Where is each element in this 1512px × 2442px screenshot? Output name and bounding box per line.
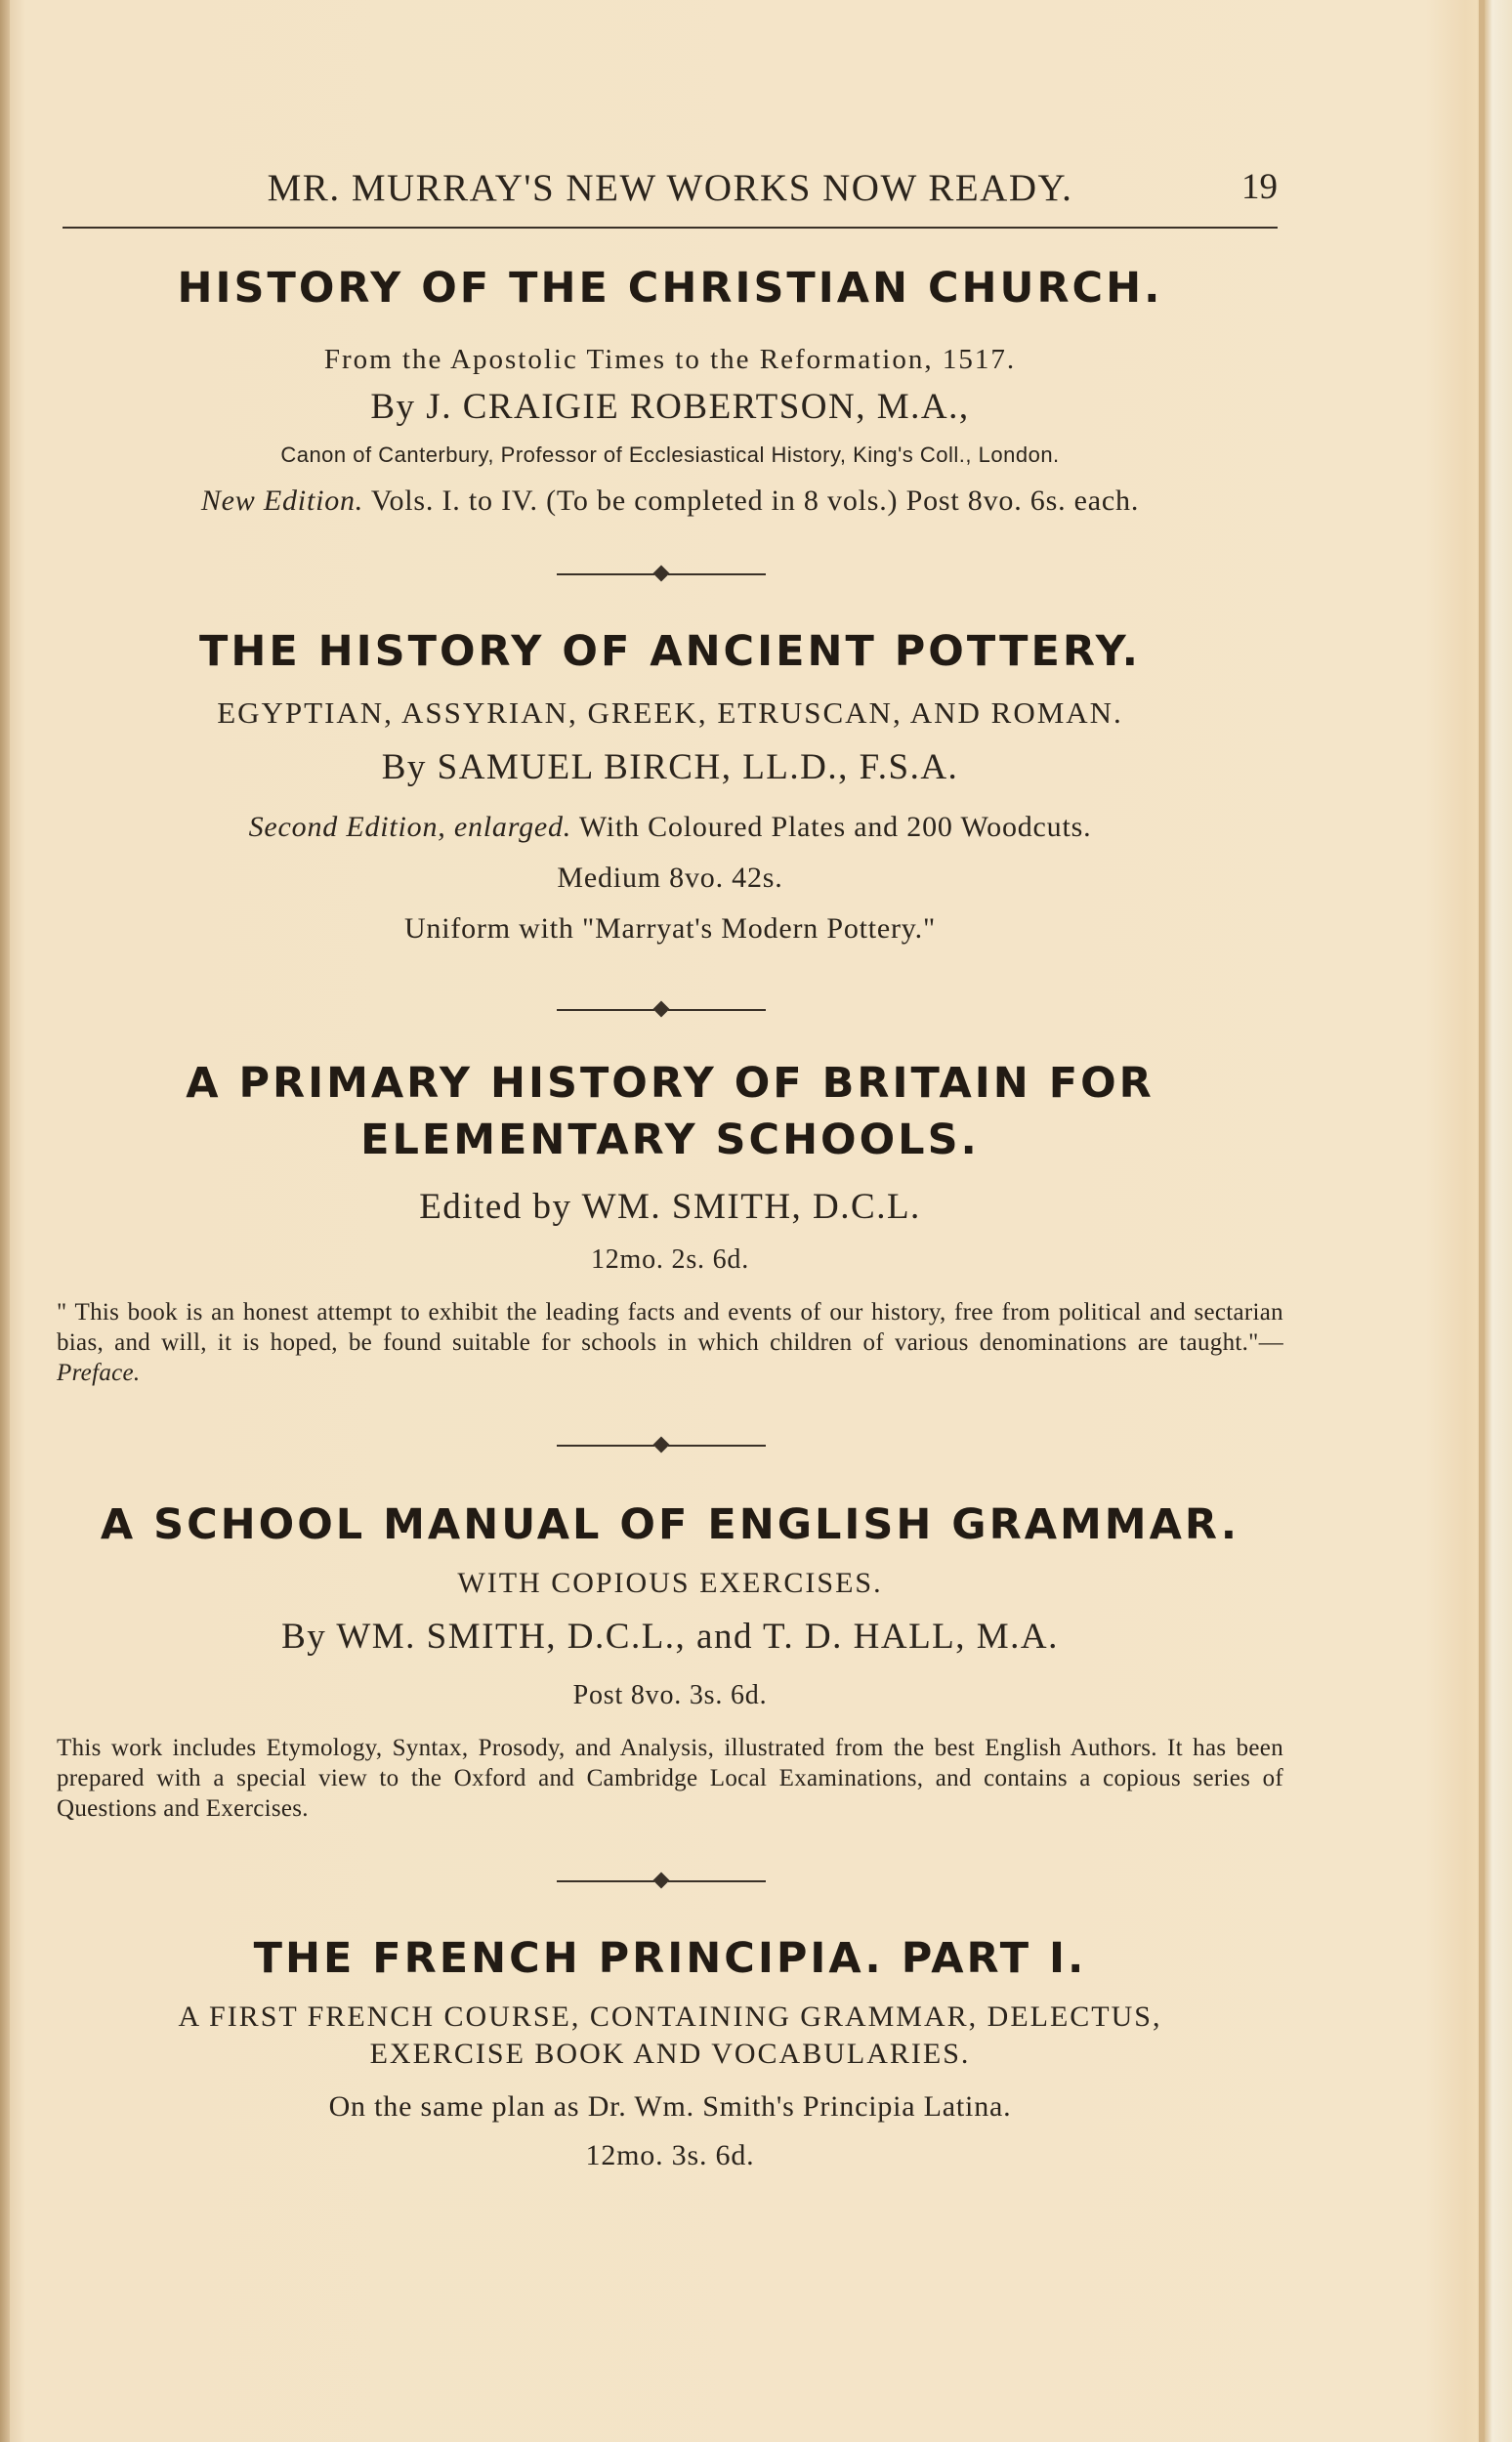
entry-title: THE HISTORY OF ANCIENT POTTERY. xyxy=(199,627,1141,676)
entry-title-line-2: ELEMENTARY SCHOOLS. xyxy=(360,1116,980,1164)
section-divider xyxy=(557,1000,772,1020)
entry-christian-church xyxy=(57,264,1283,527)
entry-edition: New Edition. xyxy=(200,484,364,517)
entry-subtitle: EGYPTIAN, ASSYRIAN, GREEK, ETRUSCAN, AND ROMAN. xyxy=(217,695,1123,730)
entry-english-grammar xyxy=(57,1500,1283,1832)
entry-description: This work includes Etymology, Syntax, Prosody, and Analysis, illustrated from the best English Authors. It has been prepared with a special view to the Oxford and Cambridge Local Examinations, and contains a copious series of Questions and Exercises. xyxy=(57,1735,1283,1822)
entry-details: Vols. I. to IV. (To be completed in 8 vols.) Post 8vo. 6s. each. xyxy=(370,484,1140,517)
entry-details-line xyxy=(57,811,1283,844)
entry-affiliation: Canon of Canterbury, Professor of Ecclesiastical History, King's Coll., London. xyxy=(280,442,1060,467)
quote-source: Preface. xyxy=(57,1360,141,1386)
entry-ancient-pottery xyxy=(57,627,1283,959)
entry-title: HISTORY OF THE CHRISTIAN CHURCH. xyxy=(177,264,1163,313)
page-number: 19 xyxy=(1241,167,1278,207)
entry-french-principia xyxy=(57,1934,1283,2188)
running-header xyxy=(63,166,1278,209)
entry-plan: On the same plan as Dr. Wm. Smith's Principia Latina. xyxy=(328,2090,1012,2123)
header-rule xyxy=(63,227,1278,229)
entry-title: THE FRENCH PRINCIPIA. PART I. xyxy=(253,1934,1087,1983)
entry-price: 12mo. 2s. 6d. xyxy=(590,1244,750,1275)
entry-author: By WM. SMITH, D.C.L., and T. D. HALL, M.A. xyxy=(281,1617,1059,1657)
entry-title-line-1: A PRIMARY HISTORY OF BRITAIN FOR xyxy=(186,1059,1155,1108)
entry-title: A SCHOOL MANUAL OF ENGLISH GRAMMAR. xyxy=(100,1500,1240,1549)
entry-price: Medium 8vo. 42s. xyxy=(557,862,783,894)
entry-subtitle: WITH COPIOUS EXERCISES. xyxy=(457,1567,883,1599)
page-edge xyxy=(1479,0,1485,2442)
entry-author: By J. CRAIGIE ROBERTSON, M.A., xyxy=(370,387,970,427)
entry-edition: Second Edition, enlarged. xyxy=(248,811,572,843)
section-divider xyxy=(557,565,772,584)
running-title: MR. MURRAY'S NEW WORKS NOW READY. xyxy=(267,167,1073,209)
entry-author: By SAMUEL BIRCH, LL.D., F.S.A. xyxy=(381,747,959,787)
entry-price: 12mo. 3s. 6d. xyxy=(585,2139,755,2171)
entry-primary-history-britain xyxy=(57,1059,1283,1391)
section-divider xyxy=(557,1872,772,1891)
entry-details-line xyxy=(57,484,1283,518)
quote-text: " This book is an honest attempt to exhibit the leading facts and events of our history, free from political and sectarian bias, and will, it is hoped, be found suitable for schools in which children of various denominations are taught."— xyxy=(57,1299,1283,1356)
entry-note: Uniform with "Marryat's Modern Pottery." xyxy=(403,912,937,945)
entry-details: With Coloured Plates and 200 Woodcuts. xyxy=(578,811,1092,843)
entry-quote xyxy=(57,1297,1283,1388)
page-gutter-shadow xyxy=(0,0,10,2442)
section-divider xyxy=(557,1436,772,1455)
entry-price: Post 8vo. 3s. 6d. xyxy=(572,1680,768,1710)
entry-author: Edited by WM. SMITH, D.C.L. xyxy=(419,1187,921,1227)
entry-subtitle-line-1: A FIRST FRENCH COURSE, CONTAINING GRAMMAR, DELECTUS, xyxy=(178,2000,1162,2033)
entry-subtitle-line-2: EXERCISE BOOK AND VOCABULARIES. xyxy=(369,2038,971,2070)
entry-subtitle: From the Apostolic Times to the Reformation, 1517. xyxy=(323,344,1017,375)
